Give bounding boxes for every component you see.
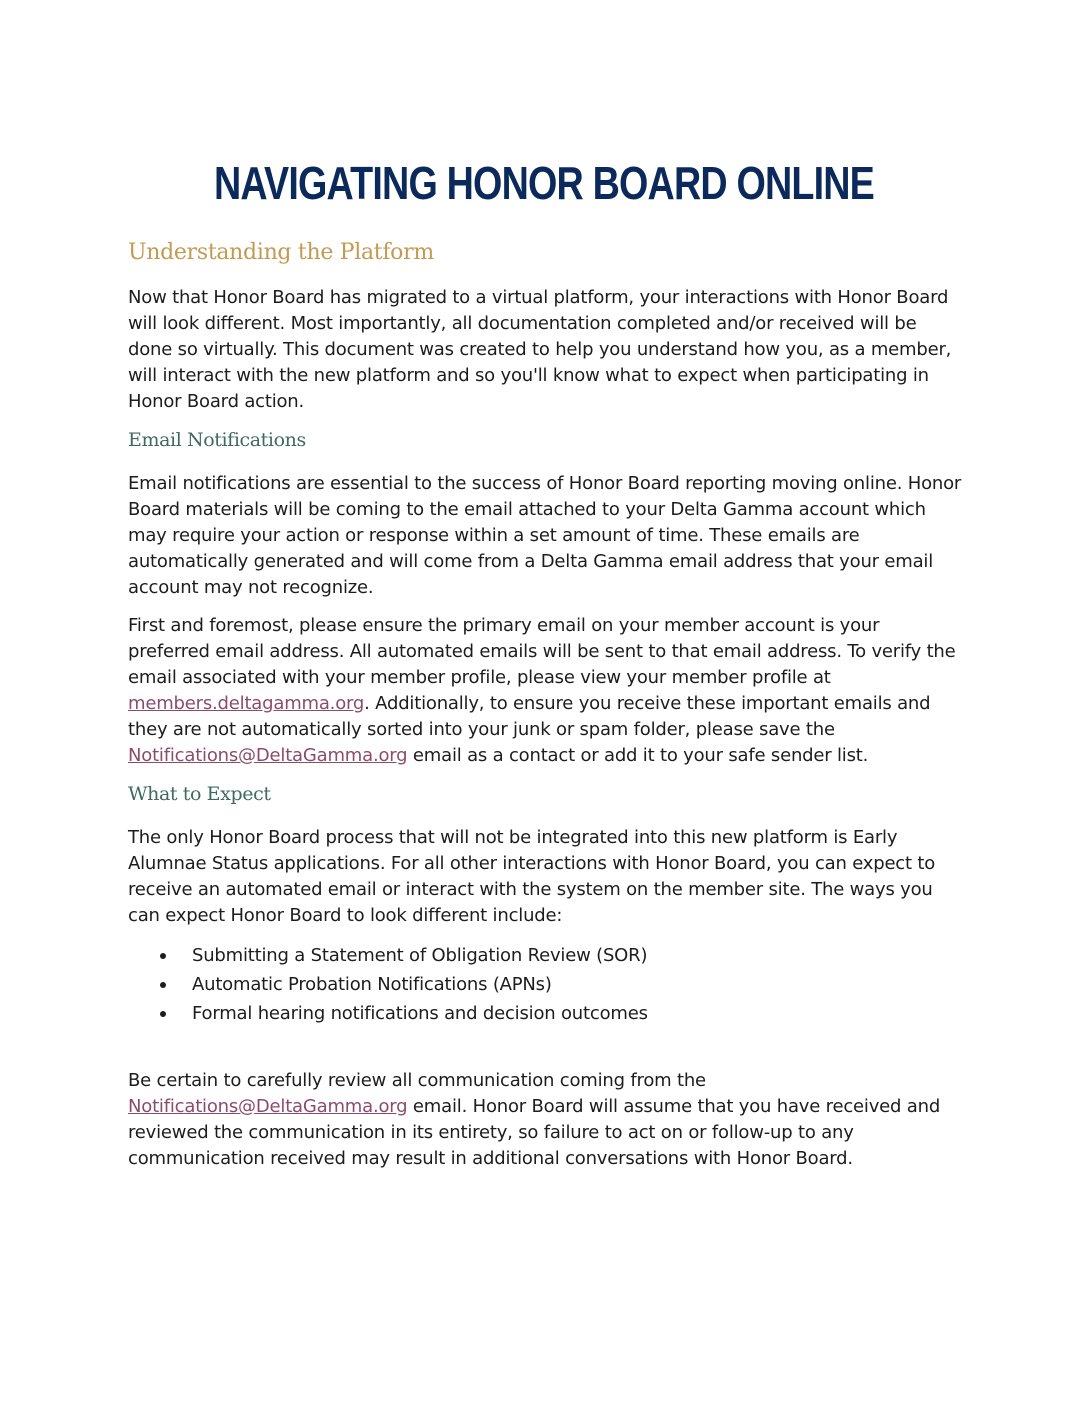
closing-text-b: email. Honor Board will assume that you have received and reviewed the communication in its entirety, so failure to act on or follow-up to any communication received may result in additional conversations with Honor Board.: [128, 1096, 941, 1169]
list-item-text: Formal hearing notifications and decision outcomes: [192, 1003, 648, 1024]
members-site-link[interactable]: members.deltagamma.org: [128, 693, 365, 714]
closing-paragraph: [128, 1068, 966, 1172]
bullet-icon: [160, 1011, 166, 1017]
email-paragraph-2-text-a: First and foremost, please ensure the primary email on your member account is your preferred email address. All automated emails will be sent to that email address. To verify the email associated with your member profile, please view your member profile at: [128, 615, 956, 688]
bullet-icon: [160, 982, 166, 988]
page-title: NAVIGATING HONOR BOARD ONLINE: [213, 157, 875, 209]
section-heading-understanding: Understanding the Platform: [128, 240, 434, 265]
notifications-email-link[interactable]: Notifications@DeltaGamma.org: [128, 1096, 408, 1117]
intro-paragraph: Now that Honor Board has migrated to a virtual platform, your interactions with Honor Board will look different. Most importantly, all documentation completed and/or received will be done so virtually. This document was created to help you understand how you, as a member, will interact with the new platform and so you'll know what to expect when participating in Honor Board action.: [128, 287, 952, 412]
document-body: [128, 240, 966, 1184]
section-heading-what-to-expect: What to Expect: [128, 783, 271, 805]
list-item: [128, 999, 966, 1028]
expect-paragraph: The only Honor Board process that will not be integrated into this new platform is Early Alumnae Status applications. For all other interactions with Honor Board, you can expect to receive an automated email or interact with the system on the member site. The ways you can expect Honor Board to look different include:: [128, 827, 936, 926]
list-item-text: Submitting a Statement of Obligation Review (SOR): [192, 945, 648, 966]
closing-text-a: Be certain to carefully review all communication coming from the: [128, 1070, 706, 1091]
list-item: [128, 941, 966, 970]
email-paragraph-2-text-c: email as a contact or add it to your safe sender list.: [407, 745, 869, 766]
bullet-icon: [160, 953, 166, 959]
list-item: [128, 970, 966, 999]
email-paragraph-2-text-b: . Additionally, to ensure you receive these important emails and they are not automatically sorted into your junk or spam folder, please save the: [128, 693, 931, 740]
section-heading-email-notifications: Email Notifications: [128, 429, 306, 451]
list-item-text: Automatic Probation Notifications (APNs): [192, 974, 552, 995]
email-paragraph-2: [128, 613, 966, 769]
email-paragraph-1: Email notifications are essential to the success of Honor Board reporting moving online. Honor Board materials will be coming to the email attached to your Delta Gamma account which may require your action or response within a set amount of time. These emails are automatically generated and will come from a Delta Gamma email address that your email account may not recognize.: [128, 473, 962, 598]
notifications-email-link[interactable]: Notifications@DeltaGamma.org: [128, 745, 408, 766]
expect-bullet-list: [128, 941, 966, 1028]
